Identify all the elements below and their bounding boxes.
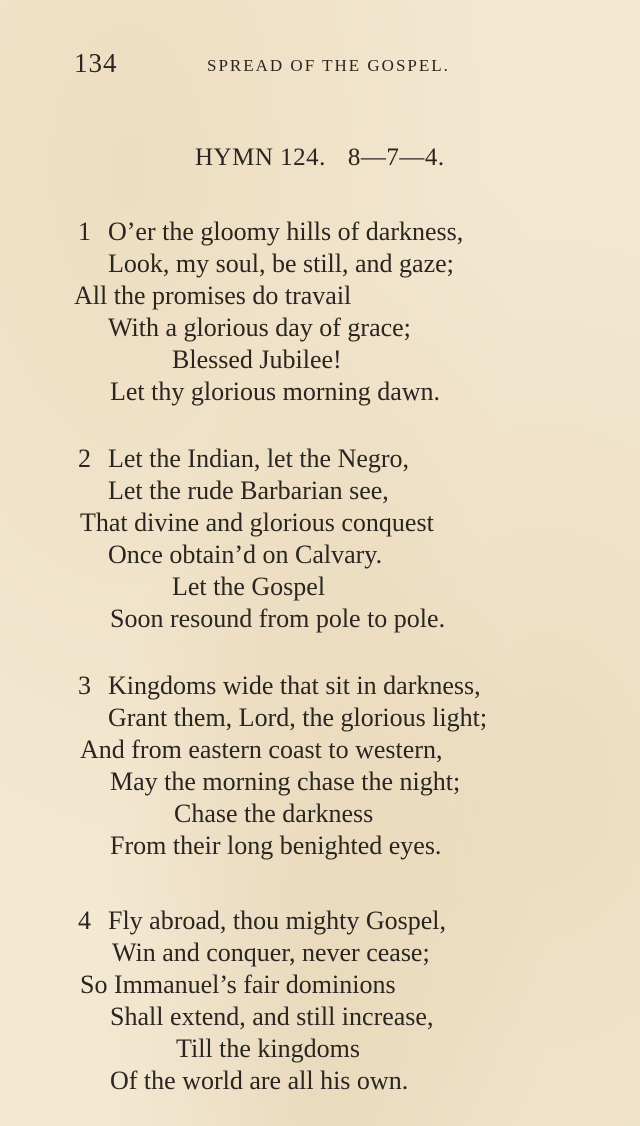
page-number: 134 [74, 48, 118, 78]
verse-1-line-5: Blessed Jubilee! [172, 345, 342, 374]
verse-3-line-6: From their long benighted eyes. [110, 831, 442, 860]
verse-1-line-3: All the promises do travail [74, 281, 352, 310]
verse-4-line-1: 4 Fly abroad, thou mighty Gospel, [78, 906, 446, 935]
verse-3-line-1: 3 Kingdoms wide that sit in darkness, [78, 671, 481, 700]
verse-1-line-1: 1 O’er the gloomy hills of darkness, [78, 217, 464, 246]
hymn-meter: 8—7—4. [347, 144, 445, 171]
hymn-heading [195, 144, 445, 172]
verse-3-line-5: Chase the darkness [174, 799, 374, 828]
verse-1-number: 1 [78, 217, 91, 246]
verse-2-line-1: 2 Let the Indian, let the Negro, [78, 444, 410, 473]
verse-2-line-4: Once obtain’d on Calvary. [108, 540, 383, 569]
verse-4-line-3: So Immanuel’s fair dominions [80, 970, 396, 999]
hymn-title: HYMN 124. [195, 144, 326, 171]
verse-3-line-2: Grant them, Lord, the glorious light; [108, 703, 488, 732]
verse-2-line-6: Soon resound from pole to pole. [110, 604, 446, 633]
verse-2-line-5: Let the Gospel [172, 572, 326, 601]
verse-2-line-2: Let the rude Barbarian see, [108, 476, 389, 505]
verse-3-line-3: And from eastern coast to western, [80, 735, 443, 764]
verse-1-line-6: Let thy glorious morning dawn. [110, 377, 441, 406]
verse-4-line-5: Till the kingdoms [176, 1034, 360, 1063]
verse-2-number: 2 [78, 444, 91, 473]
verse-3-number: 3 [78, 671, 91, 700]
verse-1-line-2: Look, my soul, be still, and gaze; [108, 249, 454, 278]
verse-4-line-4: Shall extend, and still increase, [110, 1002, 434, 1031]
verse-4-line-2: Win and conquer, never cease; [112, 938, 430, 967]
running-title: SPREAD OF THE GOSPEL. [207, 56, 450, 75]
verse-3-line-4: May the morning chase the night; [110, 767, 461, 796]
verse-1-line-4: With a glorious day of grace; [108, 313, 411, 342]
verse-4-number: 4 [78, 906, 91, 935]
verse-4-line-6: Of the world are all his own. [110, 1066, 409, 1095]
verse-2-line-3: That divine and glorious conquest [80, 508, 434, 537]
